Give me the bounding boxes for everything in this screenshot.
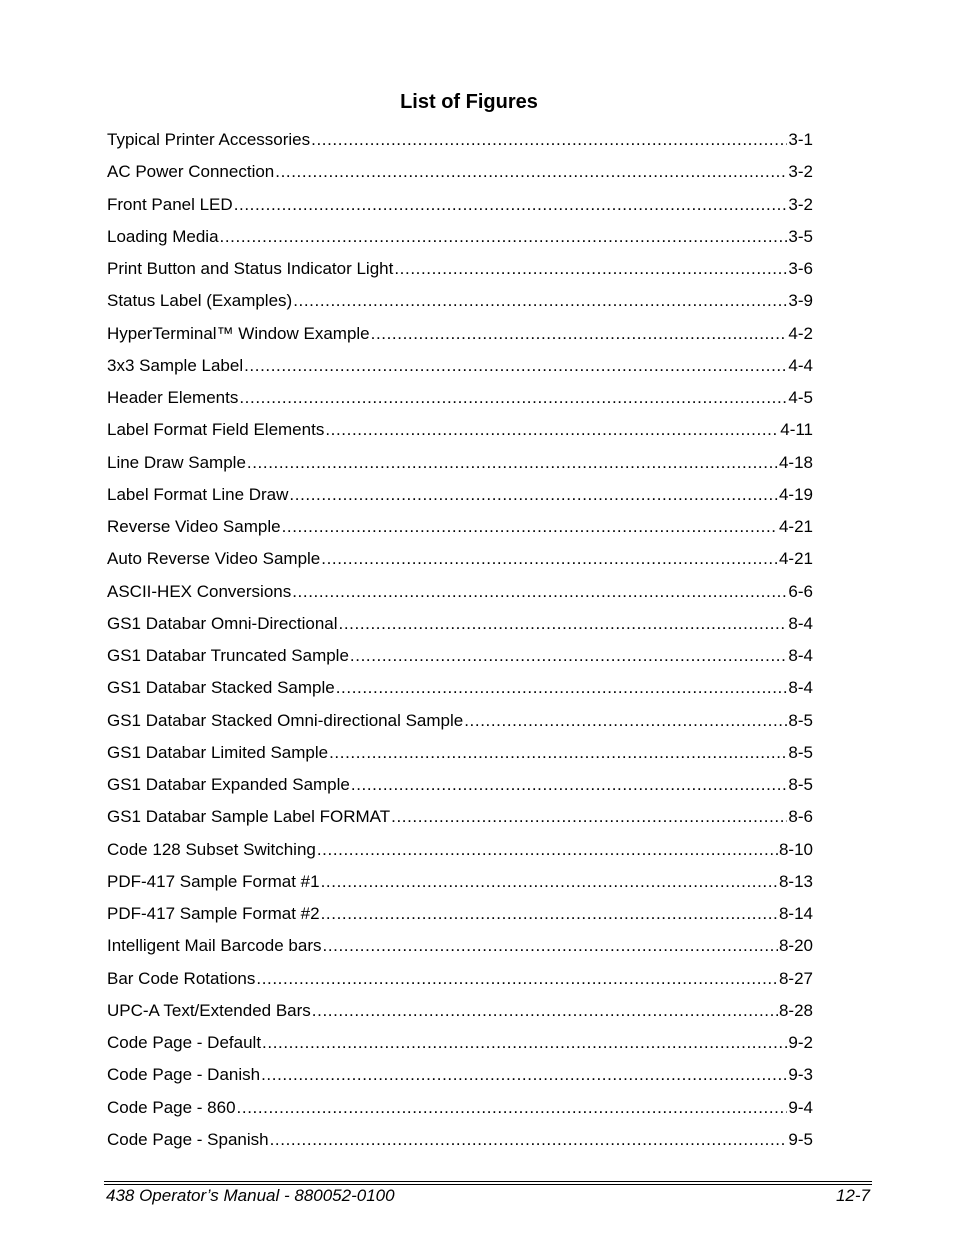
figure-entry-label: Front Panel LED	[107, 194, 233, 214]
dot-leader	[350, 644, 788, 668]
figure-entry-page: 8-5	[788, 710, 813, 730]
figure-entry-label: Intelligent Mail Barcode bars	[107, 936, 322, 956]
figure-entry-label: 3x3 Sample Label	[107, 355, 244, 375]
figure-entry-page: 3-1	[788, 130, 813, 149]
dot-leader	[292, 580, 787, 604]
dot-leader	[323, 934, 778, 958]
figure-entry[interactable]	[107, 547, 813, 579]
figure-entry-label: Header Elements	[107, 388, 239, 407]
figure-entry-label: Typical Printer Accessories	[107, 130, 311, 149]
figure-entry-label: GS1 Databar Sample Label FORMAT	[107, 807, 391, 827]
figure-entry-label: GS1 Databar Stacked Omni-directional Sample	[107, 710, 464, 730]
figure-entry[interactable]	[107, 322, 813, 354]
figure-entry[interactable]	[107, 676, 813, 708]
figure-entry-label: Code Page - Default	[107, 1033, 262, 1052]
figure-entry-page: 3-2	[788, 194, 813, 214]
footer-manual-title: 438 Operator’s Manual - 880052-0100	[106, 1186, 395, 1205]
figure-entry-page: 8-20	[778, 936, 813, 956]
figure-entry-label: GS1 Databar Omni-Directional	[107, 613, 338, 633]
figure-entry[interactable]	[107, 483, 813, 515]
dot-leader	[282, 515, 778, 539]
dot-leader	[244, 354, 787, 378]
figure-entry-label: Loading Media	[107, 226, 219, 246]
figure-entry-label: HyperTerminal™ Window Example	[107, 323, 370, 343]
figure-entry-page: 8-6	[788, 807, 813, 827]
dot-leader	[289, 483, 778, 507]
dot-leader	[262, 1031, 787, 1055]
dot-leader	[261, 1063, 787, 1087]
figure-entry-label: Print Button and Status Indicator Light	[107, 259, 394, 278]
figure-entry-page: 8-27	[778, 968, 813, 988]
figure-entry-page: 8-4	[788, 613, 813, 633]
figure-entry-label: Code Page - Danish	[107, 1065, 261, 1085]
dot-leader	[256, 967, 778, 991]
figure-entry-page: 4-4	[788, 355, 813, 375]
figure-entry[interactable]	[107, 128, 813, 160]
figure-entry[interactable]	[107, 1096, 813, 1128]
figure-entry-page: 4-2	[788, 323, 813, 343]
dot-leader	[311, 128, 787, 152]
figure-entry-page: 8-13	[778, 871, 813, 891]
figure-entry[interactable]	[107, 709, 813, 741]
figure-entry[interactable]	[107, 902, 813, 934]
figure-entry-page: 3-6	[788, 259, 813, 278]
figure-entry[interactable]	[107, 160, 813, 192]
dot-leader	[234, 193, 788, 217]
figure-entry[interactable]	[107, 644, 813, 676]
figure-entry[interactable]	[107, 386, 813, 418]
figure-entry-label: Code Page - 860	[107, 1097, 236, 1117]
dot-leader	[237, 1096, 788, 1120]
figure-entry-page: 4-5	[788, 388, 813, 407]
figure-entry-page: 9-5	[788, 1129, 813, 1149]
figure-entry-page: 4-19	[778, 484, 813, 504]
dot-leader	[371, 322, 788, 346]
dot-leader	[391, 805, 787, 829]
figure-entry[interactable]	[107, 1063, 813, 1095]
figure-entry-label: ASCII-HEX Conversions	[107, 581, 292, 601]
figure-entry[interactable]	[107, 612, 813, 644]
figure-entry[interactable]	[107, 741, 813, 773]
figure-entry[interactable]	[107, 418, 813, 450]
dot-leader	[351, 773, 788, 797]
dot-leader	[321, 870, 778, 894]
figure-entry[interactable]	[107, 580, 813, 612]
dot-leader	[247, 451, 778, 475]
figure-entry[interactable]	[107, 838, 813, 870]
figure-entry-label: GS1 Databar Truncated Sample	[107, 646, 349, 665]
figure-entry[interactable]	[107, 515, 813, 547]
dot-leader	[239, 386, 787, 410]
dot-leader	[339, 612, 788, 636]
figure-entry-label: Status Label (Examples)	[107, 291, 293, 311]
dot-leader	[394, 257, 787, 281]
figure-list	[107, 128, 813, 1160]
figure-entry-page: 8-10	[778, 839, 813, 859]
figure-entry-label: Bar Code Rotations	[107, 968, 256, 988]
dot-leader	[275, 160, 787, 184]
figure-entry-page: 8-5	[788, 775, 813, 794]
dot-leader	[321, 902, 778, 926]
figure-entry-page: 9-4	[788, 1097, 813, 1117]
figure-entry-page: 3-5	[788, 226, 813, 246]
figure-entry-label: AC Power Connection	[107, 162, 275, 182]
figure-entry-page: 6-6	[788, 581, 813, 601]
dot-leader	[321, 547, 778, 571]
figure-entry[interactable]	[107, 354, 813, 386]
figure-entry-label: PDF-417 Sample Format #2	[107, 904, 320, 923]
figure-entry[interactable]	[107, 805, 813, 837]
figure-entry[interactable]	[107, 1128, 813, 1160]
figure-entry-page: 4-11	[780, 420, 813, 440]
figure-entry[interactable]	[107, 225, 813, 257]
figure-entry-page: 4-21	[778, 517, 813, 536]
footer-page-number: 12-7	[835, 1186, 870, 1205]
figure-entry-label: Label Format Line Draw	[107, 484, 289, 504]
figure-entry-label: GS1 Databar Stacked Sample	[107, 678, 335, 698]
figure-entry-page: 4-18	[778, 452, 813, 472]
figure-entry-label: GS1 Databar Limited Sample	[107, 742, 329, 762]
figure-entry-page: 4-21	[778, 549, 813, 569]
figure-entry-page: 8-14	[778, 904, 813, 923]
figure-entry[interactable]	[107, 999, 813, 1031]
dot-leader	[293, 289, 787, 313]
figure-entry-label: Label Format Field Elements	[107, 420, 325, 440]
footer-divider	[104, 1184, 872, 1185]
figure-entry-label: UPC-A Text/Extended Bars	[107, 1000, 311, 1020]
dot-leader	[312, 999, 778, 1023]
figure-entry-label: Auto Reverse Video Sample	[107, 549, 321, 569]
figure-entry-label: Line Draw Sample	[107, 452, 246, 472]
figure-entry[interactable]	[107, 193, 813, 225]
figure-entry-page: 8-5	[788, 742, 813, 762]
dot-leader	[336, 676, 788, 700]
dot-leader	[317, 838, 778, 862]
figure-entry[interactable]	[107, 934, 813, 966]
figure-entry[interactable]	[107, 773, 813, 805]
figure-entry[interactable]	[107, 967, 813, 999]
dot-leader	[220, 225, 788, 249]
dot-leader	[464, 709, 787, 733]
figure-entry-label: Code Page - Spanish	[107, 1129, 269, 1149]
figure-entry-page: 3-2	[788, 162, 813, 182]
figure-entry-page: 3-9	[788, 291, 813, 311]
footer-divider	[104, 1181, 872, 1182]
figure-entry-page: 8-4	[788, 678, 813, 698]
figure-entry-label: PDF-417 Sample Format #1	[107, 871, 320, 891]
dot-leader	[270, 1128, 788, 1152]
figure-entry[interactable]	[107, 257, 813, 289]
dot-leader	[325, 418, 779, 442]
figure-entry-label: GS1 Databar Expanded Sample	[107, 775, 350, 794]
page-title: List of Figures	[400, 91, 538, 114]
figure-entry-page: 9-2	[788, 1033, 813, 1052]
figure-entry[interactable]	[107, 1031, 813, 1063]
figure-entry-page: 8-4	[788, 646, 813, 665]
figure-entry-page: 8-28	[778, 1000, 813, 1020]
figure-entry[interactable]	[107, 870, 813, 902]
figure-entry[interactable]	[107, 451, 813, 483]
figure-entry[interactable]	[107, 289, 813, 321]
figure-entry-label: Code 128 Subset Switching	[107, 839, 316, 859]
figure-entry-label: Reverse Video Sample	[107, 517, 281, 536]
dot-leader	[329, 741, 787, 765]
figure-entry-page: 9-3	[788, 1065, 813, 1085]
